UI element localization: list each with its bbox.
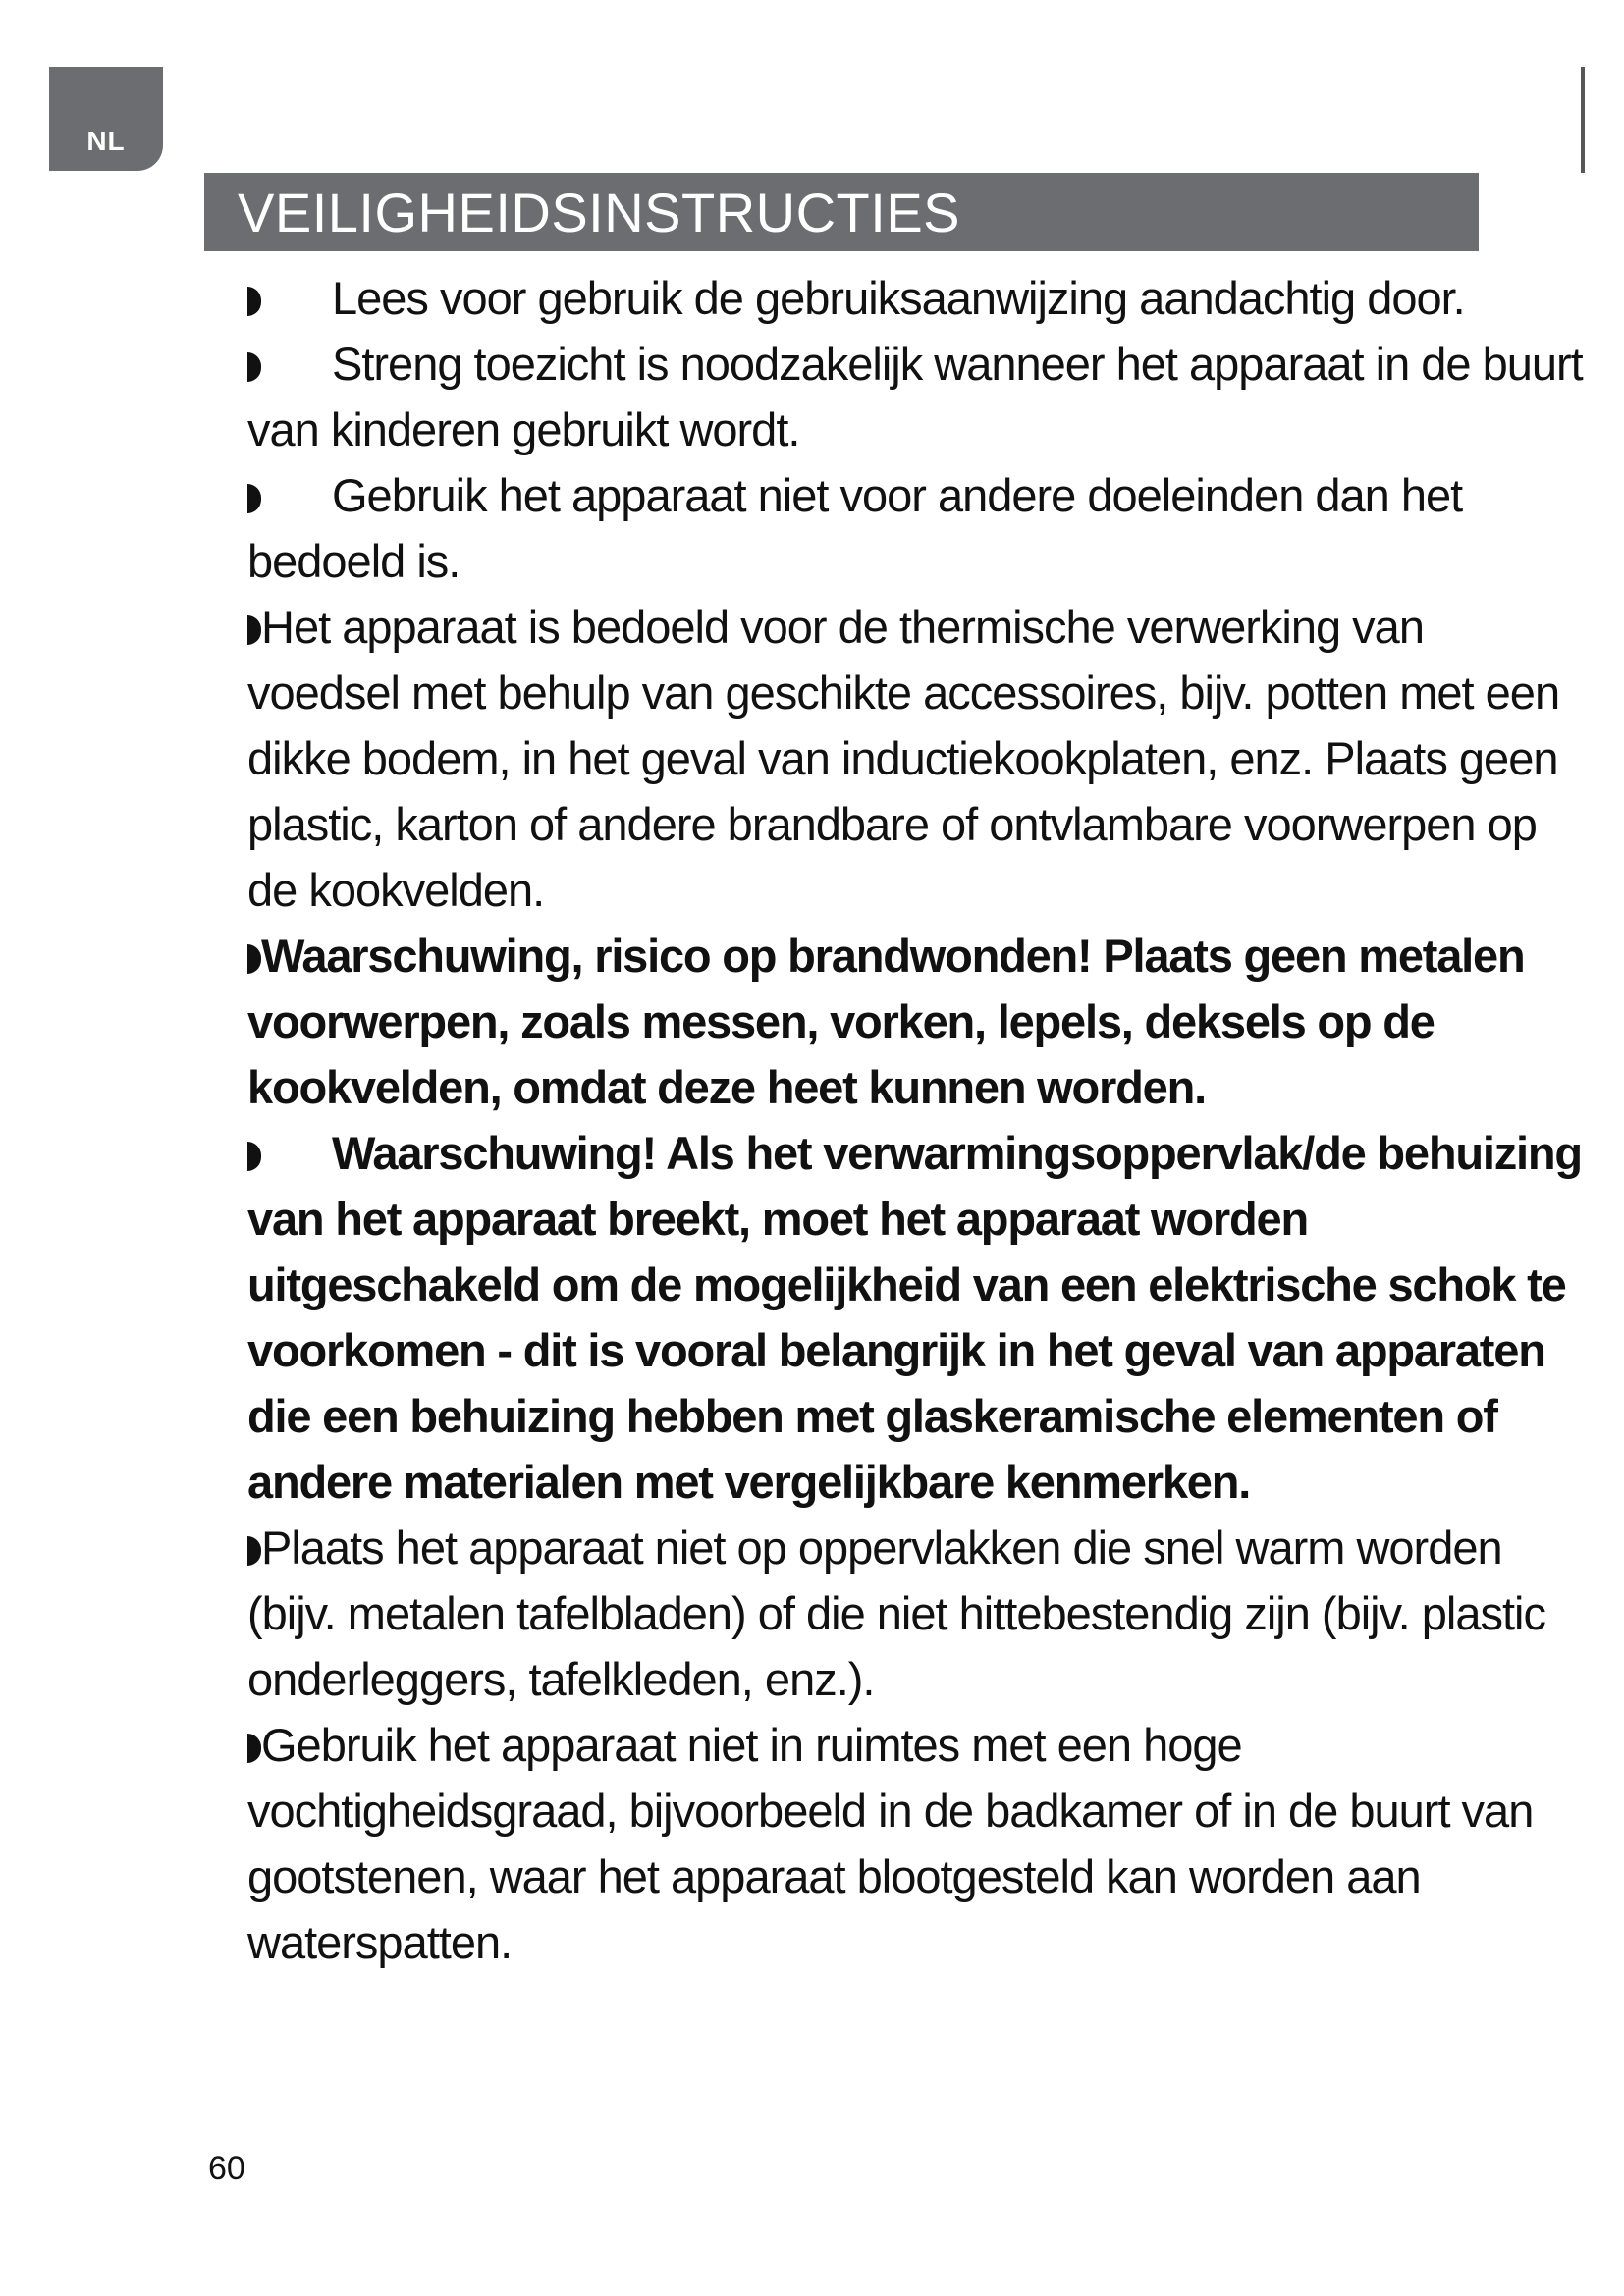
instruction-item <box>247 1515 1583 1712</box>
safety-instructions-list <box>247 265 1583 1975</box>
language-tab <box>49 67 163 171</box>
instruction-text: Lees voor gebruik de gebruiksaanwijzing aandachtig door. <box>332 272 1465 324</box>
instruction-item <box>247 265 1583 331</box>
bullet-icon <box>247 1142 261 1171</box>
bullet-icon <box>247 484 261 513</box>
bullet-icon <box>247 1536 261 1566</box>
instruction-text: Streng toezicht is noodzakelijk wanneer het apparaat in de buurt van kinderen gebruikt wordt. <box>247 338 1583 455</box>
instruction-text: Gebruik het apparaat niet in ruimtes met een hoge vochtigheidsgraad, bijvoorbeeld in de badkamer of in de buurt van gootstenen, waar het apparaat blootgesteld kan worden aan waterspatten. <box>247 1719 1534 1968</box>
instruction-text: Het apparaat is bedoeld voor de thermische verwerking van voedsel met behulp van geschikte accessoires, bijv. potten met een dikke bodem, in het geval van inductiekookplaten, enz. Plaats geen plastic, karton of andere brandbare of ontvlambare voorwerpen op de kookvelden. <box>247 601 1560 916</box>
bullet-icon <box>247 352 261 382</box>
warning-item <box>247 923 1583 1120</box>
bullet-icon <box>247 615 261 645</box>
instruction-item <box>247 1712 1583 1975</box>
instruction-text: Gebruik het apparaat niet voor andere doeleinden dan het bedoeld is. <box>247 469 1463 587</box>
bullet-icon <box>247 944 261 974</box>
section-title: VEILIGHEIDSINSTRUCTIES <box>238 181 961 243</box>
instruction-item <box>247 331 1583 462</box>
page-number: 60 <box>208 2150 245 2187</box>
instruction-item <box>247 462 1583 594</box>
bullet-icon <box>247 287 261 316</box>
instruction-text: Plaats het apparaat niet op oppervlakken die snel warm worden (bijv. metalen tafelbladen) of die niet hittebestendig zijn (bijv. plastic onderleggers, tafelkleden, enz.). <box>247 1522 1545 1705</box>
warning-item <box>247 1120 1583 1515</box>
language-code: NL <box>86 126 126 156</box>
warning-text: Waarschuwing, risico op brandwonden! Plaats geen metalen voorwerpen, zoals messen, vorken, lepels, deksels op de kookvelden, omdat deze heet kunnen worden. <box>247 930 1525 1113</box>
instruction-item <box>247 594 1583 923</box>
warning-text: Waarschuwing! Als het verwarmingsoppervlak/de behuizing van het apparaat breekt, moet het apparaat worden uitgeschakeld om de mogelijkheid van een elektrische schok te voorkomen - dit is vooral belangrijk in het geval van apparaten die een behuizing hebben met glaskeramische elementen of andere materialen met vergelijkbare kenmerken. <box>247 1127 1582 1508</box>
top-right-rule <box>1581 67 1585 173</box>
section-header <box>204 173 1479 251</box>
bullet-icon <box>247 1734 261 1763</box>
